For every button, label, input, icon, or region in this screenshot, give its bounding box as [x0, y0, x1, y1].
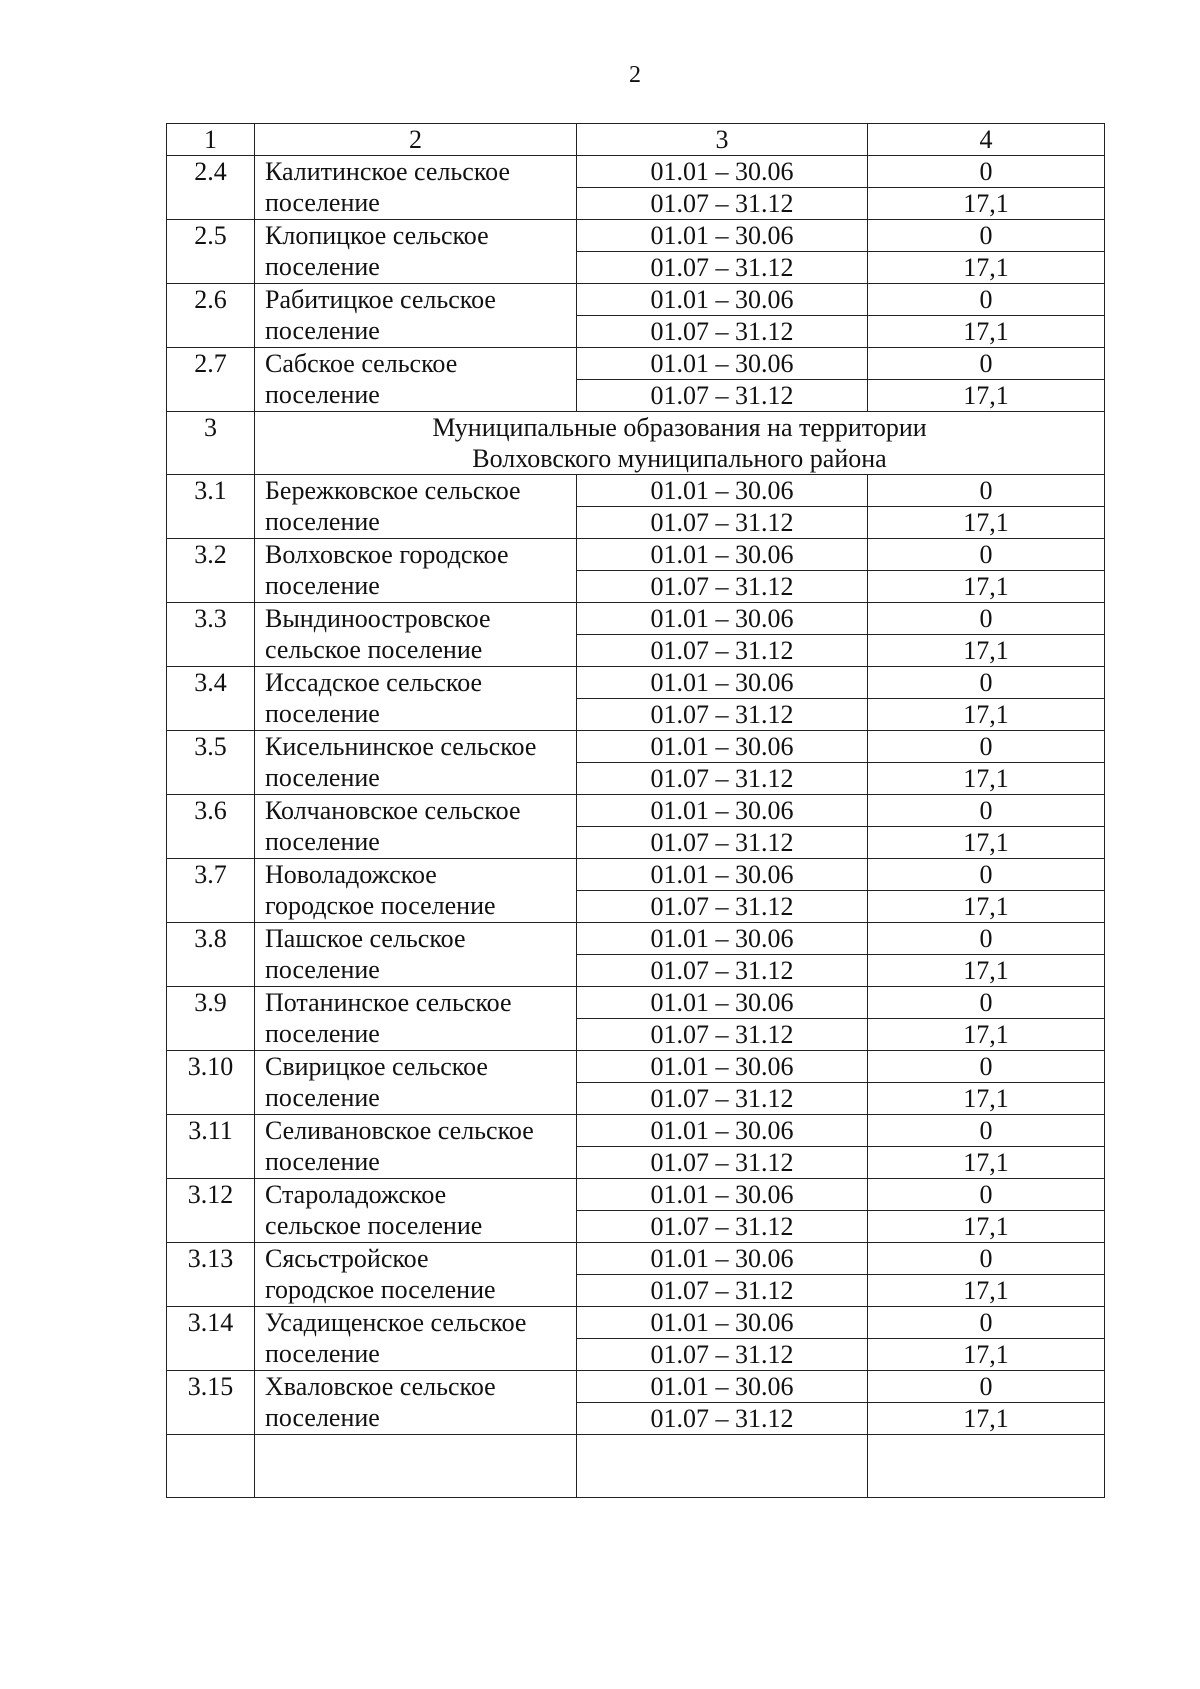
row-number: 3.8	[167, 923, 255, 987]
settlement-name	[255, 1371, 577, 1435]
header-cell-1: 1	[167, 124, 255, 156]
settlement-name	[255, 475, 577, 539]
settlement-name	[255, 923, 577, 987]
value-cell: 17,1	[868, 1147, 1105, 1179]
table-row	[167, 475, 1105, 507]
settlement-name-line2: поселение	[265, 316, 380, 345]
settlement-name-line1: Новоладожское	[265, 860, 437, 889]
settlement-name	[255, 1307, 577, 1371]
settlement-name-line1: Калитинское сельское	[265, 157, 510, 186]
period-cell: 01.01 – 30.06	[577, 859, 868, 891]
value-cell: 0	[868, 284, 1105, 316]
settlement-name-line2: поселение	[265, 1403, 380, 1432]
settlement-name	[255, 348, 577, 412]
table-row	[167, 923, 1105, 955]
settlement-name	[255, 795, 577, 859]
settlement-name	[255, 1115, 577, 1179]
period-cell: 01.07 – 31.12	[577, 188, 868, 220]
value-cell: 17,1	[868, 1339, 1105, 1371]
settlement-name-line1: Усадищенское сельское	[265, 1308, 527, 1337]
value-cell: 0	[868, 220, 1105, 252]
settlement-name-line1: Хваловское сельское	[265, 1372, 496, 1401]
period-cell: 01.07 – 31.12	[577, 763, 868, 795]
empty-cell	[255, 1435, 577, 1498]
period-cell: 01.01 – 30.06	[577, 1371, 868, 1403]
settlement-name-line1: Пашское сельское	[265, 924, 466, 953]
table-row	[167, 667, 1105, 699]
row-number: 3.7	[167, 859, 255, 923]
page-number: 2	[629, 62, 641, 88]
value-cell: 0	[868, 1307, 1105, 1339]
table-row	[167, 1115, 1105, 1147]
period-cell: 01.01 – 30.06	[577, 348, 868, 380]
value-cell: 17,1	[868, 827, 1105, 859]
value-cell: 0	[868, 923, 1105, 955]
row-number: 3.10	[167, 1051, 255, 1115]
settlement-name-line2: поселение	[265, 1083, 380, 1112]
settlement-name-line1: Сабское сельское	[265, 349, 458, 378]
row-number: 3.3	[167, 603, 255, 667]
section-title	[255, 412, 1105, 475]
section-header-row	[167, 412, 1105, 475]
period-cell: 01.01 – 30.06	[577, 284, 868, 316]
value-cell: 17,1	[868, 635, 1105, 667]
settlement-name	[255, 539, 577, 603]
period-cell: 01.07 – 31.12	[577, 1275, 868, 1307]
period-cell: 01.01 – 30.06	[577, 1115, 868, 1147]
value-cell: 0	[868, 156, 1105, 188]
row-number: 3.6	[167, 795, 255, 859]
settlement-name	[255, 1051, 577, 1115]
value-cell: 17,1	[868, 891, 1105, 923]
header-cell-2: 2	[255, 124, 577, 156]
settlement-name-line2: городское поселение	[265, 1275, 496, 1304]
settlement-name-line2: поселение	[265, 252, 380, 281]
settlement-name	[255, 859, 577, 923]
row-number: 2.7	[167, 348, 255, 412]
value-cell: 0	[868, 539, 1105, 571]
settlement-name-line2: поселение	[265, 380, 380, 409]
row-number: 3.9	[167, 987, 255, 1051]
row-number: 2.6	[167, 284, 255, 348]
row-number: 3.11	[167, 1115, 255, 1179]
section-number: 3	[167, 412, 255, 475]
period-cell: 01.07 – 31.12	[577, 635, 868, 667]
section-title-line1: Муниципальные образования на территории	[432, 413, 927, 442]
empty-cell	[167, 1435, 255, 1498]
table-row	[167, 603, 1105, 635]
table-row	[167, 731, 1105, 763]
value-cell: 0	[868, 1371, 1105, 1403]
row-number: 2.4	[167, 156, 255, 220]
period-cell: 01.07 – 31.12	[577, 316, 868, 348]
table-row	[167, 1179, 1105, 1211]
period-cell: 01.07 – 31.12	[577, 571, 868, 603]
period-cell: 01.01 – 30.06	[577, 1051, 868, 1083]
settlement-name-line2: сельское поселение	[265, 635, 483, 664]
settlement-name-line2: поселение	[265, 571, 380, 600]
row-number: 2.5	[167, 220, 255, 284]
table-row	[167, 859, 1105, 891]
row-number: 3.5	[167, 731, 255, 795]
period-cell: 01.07 – 31.12	[577, 1019, 868, 1051]
period-cell: 01.01 – 30.06	[577, 1243, 868, 1275]
period-cell: 01.01 – 30.06	[577, 795, 868, 827]
settlement-name	[255, 667, 577, 731]
period-cell: 01.07 – 31.12	[577, 1147, 868, 1179]
period-cell: 01.07 – 31.12	[577, 507, 868, 539]
table-row	[167, 284, 1105, 316]
settlement-name	[255, 156, 577, 220]
value-cell: 17,1	[868, 1275, 1105, 1307]
value-cell: 17,1	[868, 1403, 1105, 1435]
row-number: 3.4	[167, 667, 255, 731]
settlement-name-line1: Колчановское сельское	[265, 796, 521, 825]
settlement-name-line1: Староладожское	[265, 1180, 447, 1209]
period-cell: 01.07 – 31.12	[577, 955, 868, 987]
header-cell-3: 3	[577, 124, 868, 156]
table-row	[167, 348, 1105, 380]
row-number: 3.13	[167, 1243, 255, 1307]
empty-cell	[868, 1435, 1105, 1498]
row-number: 3.2	[167, 539, 255, 603]
period-cell: 01.07 – 31.12	[577, 252, 868, 284]
table-row	[167, 1051, 1105, 1083]
section-title-line2: Волховского муниципального района	[472, 444, 887, 473]
table-row	[167, 156, 1105, 188]
table-header-row	[167, 124, 1105, 156]
value-cell: 17,1	[868, 699, 1105, 731]
value-cell: 17,1	[868, 1019, 1105, 1051]
settlement-name	[255, 731, 577, 795]
header-cell-4: 4	[868, 124, 1105, 156]
settlement-name	[255, 603, 577, 667]
value-cell: 17,1	[868, 252, 1105, 284]
settlement-name-line2: поселение	[265, 827, 380, 856]
empty-cell	[577, 1435, 868, 1498]
value-cell: 17,1	[868, 380, 1105, 412]
settlement-name	[255, 220, 577, 284]
period-cell: 01.07 – 31.12	[577, 380, 868, 412]
value-cell: 0	[868, 1051, 1105, 1083]
row-number: 3.12	[167, 1179, 255, 1243]
row-number: 3.1	[167, 475, 255, 539]
period-cell: 01.01 – 30.06	[577, 923, 868, 955]
period-cell: 01.01 – 30.06	[577, 987, 868, 1019]
value-cell: 0	[868, 1115, 1105, 1147]
table-row	[167, 795, 1105, 827]
value-cell: 17,1	[868, 507, 1105, 539]
table-filler-row	[167, 1435, 1105, 1498]
settlement-name	[255, 987, 577, 1051]
value-cell: 17,1	[868, 571, 1105, 603]
settlement-name-line1: Иссадское сельское	[265, 668, 483, 697]
period-cell: 01.01 – 30.06	[577, 1307, 868, 1339]
settlement-name-line1: Свирицкое сельское	[265, 1052, 488, 1081]
period-cell: 01.01 – 30.06	[577, 475, 868, 507]
value-cell: 0	[868, 859, 1105, 891]
settlement-name-line2: поселение	[265, 955, 380, 984]
period-cell: 01.01 – 30.06	[577, 603, 868, 635]
settlement-name	[255, 1179, 577, 1243]
period-cell: 01.07 – 31.12	[577, 699, 868, 731]
settlement-name-line1: Бережковское сельское	[265, 476, 521, 505]
value-cell: 17,1	[868, 316, 1105, 348]
row-number: 3.14	[167, 1307, 255, 1371]
period-cell: 01.07 – 31.12	[577, 1403, 868, 1435]
settlement-name-line1: Потанинское сельское	[265, 988, 512, 1017]
value-cell: 17,1	[868, 763, 1105, 795]
settlement-name-line2: поселение	[265, 1147, 380, 1176]
settlement-name-line1: Рабитицкое сельское	[265, 285, 496, 314]
period-cell: 01.01 – 30.06	[577, 539, 868, 571]
settlement-name-line2: поселение	[265, 1019, 380, 1048]
table-row	[167, 1243, 1105, 1275]
settlement-name-line2: поселение	[265, 188, 380, 217]
value-cell: 0	[868, 667, 1105, 699]
value-cell: 0	[868, 348, 1105, 380]
value-cell: 0	[868, 1243, 1105, 1275]
settlement-name	[255, 284, 577, 348]
value-cell: 17,1	[868, 1211, 1105, 1243]
table-row	[167, 1371, 1105, 1403]
settlement-name-line1: Сясьстройское	[265, 1244, 429, 1273]
value-cell: 0	[868, 987, 1105, 1019]
value-cell: 0	[868, 795, 1105, 827]
settlement-name-line2: поселение	[265, 699, 380, 728]
settlement-name-line2: поселение	[265, 1339, 380, 1368]
table-body	[167, 124, 1105, 1498]
settlement-name-line1: Кисельнинское сельское	[265, 732, 537, 761]
settlement-name-line1: Волховское городское	[265, 540, 509, 569]
period-cell: 01.07 – 31.12	[577, 1211, 868, 1243]
table-row	[167, 1307, 1105, 1339]
settlement-name-line2: городское поселение	[265, 891, 496, 920]
value-cell: 17,1	[868, 1083, 1105, 1115]
settlement-name-line2: сельское поселение	[265, 1211, 483, 1240]
tariff-table	[166, 123, 1105, 1498]
period-cell: 01.01 – 30.06	[577, 220, 868, 252]
period-cell: 01.07 – 31.12	[577, 1083, 868, 1115]
settlement-name-line1: Селивановское сельское	[265, 1116, 534, 1145]
value-cell: 0	[868, 1179, 1105, 1211]
settlement-name-line2: поселение	[265, 763, 380, 792]
period-cell: 01.07 – 31.12	[577, 1339, 868, 1371]
table-row	[167, 987, 1105, 1019]
period-cell: 01.07 – 31.12	[577, 891, 868, 923]
settlement-name-line2: поселение	[265, 507, 380, 536]
period-cell: 01.01 – 30.06	[577, 156, 868, 188]
settlement-name-line1: Клопицкое сельское	[265, 221, 489, 250]
row-number: 3.15	[167, 1371, 255, 1435]
value-cell: 0	[868, 603, 1105, 635]
value-cell: 0	[868, 731, 1105, 763]
table-row	[167, 539, 1105, 571]
value-cell: 17,1	[868, 188, 1105, 220]
table-row	[167, 220, 1105, 252]
settlement-name	[255, 1243, 577, 1307]
period-cell: 01.07 – 31.12	[577, 827, 868, 859]
period-cell: 01.01 – 30.06	[577, 731, 868, 763]
value-cell: 0	[868, 475, 1105, 507]
settlement-name-line1: Вындиноостровское	[265, 604, 491, 633]
period-cell: 01.01 – 30.06	[577, 667, 868, 699]
period-cell: 01.01 – 30.06	[577, 1179, 868, 1211]
value-cell: 17,1	[868, 955, 1105, 987]
